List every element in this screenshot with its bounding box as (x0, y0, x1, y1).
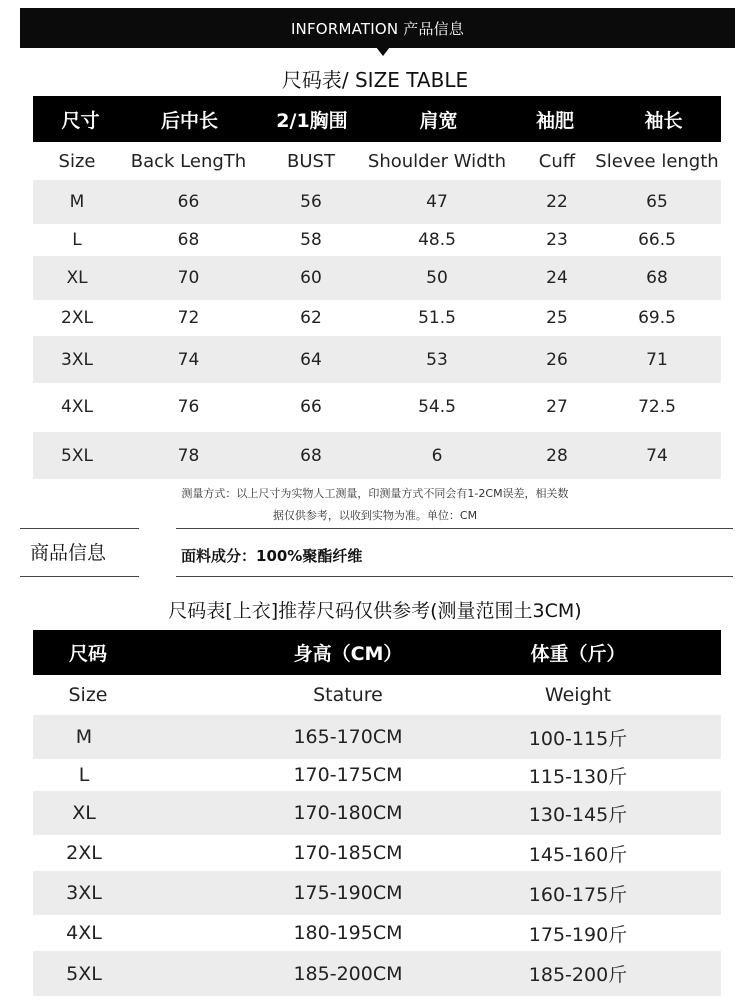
recommend-table-title: 尺码表[上衣]推荐尺码仅供参考(测量范围土3CM) (168, 600, 582, 622)
cell-size: 5XL (61, 445, 93, 466)
cell-weight: 100-115斤 (528, 727, 628, 750)
divider-left-top (20, 528, 139, 529)
table-row (33, 256, 721, 300)
table-row (33, 432, 721, 479)
measurement-note-line2: 据仅供参考，以收到实物为准。单位：CM (272, 509, 478, 522)
cell-bust: 58 (300, 230, 322, 250)
cell-cuff: 25 (546, 308, 568, 328)
cell-weight: 145-160斤 (528, 843, 628, 866)
cell-cuff: 28 (546, 445, 568, 466)
measurement-note (0, 483, 750, 527)
cell-shoulder: 54.5 (418, 396, 456, 417)
cell-shoulder: 47 (426, 192, 448, 212)
cell-bust: 56 (300, 192, 322, 212)
header-size-en: Size (58, 150, 96, 172)
cell-back-length: 78 (177, 445, 200, 466)
info-banner (20, 8, 735, 48)
fabric-composition: 面料成分：100%聚酯纤维 (181, 547, 363, 565)
cell-back-length: 74 (177, 349, 200, 370)
cell-bust: 64 (300, 349, 322, 370)
cell-sleeve: 69.5 (638, 308, 676, 328)
size-table-header-cn (33, 96, 721, 142)
cell-back-length: 70 (177, 268, 200, 288)
size-table-title: 尺码表/ SIZE TABLE (281, 68, 469, 92)
cell-size: XL (66, 268, 88, 288)
recommend-header-en (33, 675, 721, 715)
cell-size: 2XL (66, 842, 102, 864)
cell-size: 3XL (61, 349, 93, 370)
size-table (33, 96, 721, 479)
header-stature-en: Stature (313, 684, 383, 706)
table-row (33, 871, 721, 915)
cell-cuff: 22 (546, 192, 568, 212)
table-row (33, 759, 721, 791)
cell-cuff: 26 (546, 349, 568, 370)
cell-bust: 60 (300, 268, 322, 288)
cell-stature: 170-185CM (293, 842, 403, 864)
cell-sleeve: 65 (646, 192, 668, 212)
header-sleeve-en: Slevee length (595, 150, 719, 172)
header-back-length-en: Back LengTh (130, 150, 247, 172)
table-row (33, 791, 721, 835)
header-weight-cn: 体重（斤） (530, 643, 626, 665)
table-row (33, 336, 721, 383)
cell-stature: 165-170CM (293, 726, 403, 748)
cell-shoulder: 53 (426, 349, 448, 370)
cell-sleeve: 71 (646, 349, 668, 370)
table-row (33, 951, 721, 996)
cell-size: L (72, 230, 82, 250)
cell-size: L (78, 764, 90, 786)
cell-size: M (75, 726, 93, 748)
cell-shoulder: 6 (431, 445, 443, 466)
cell-size: 4XL (66, 922, 102, 944)
cell-stature: 170-180CM (293, 802, 403, 824)
size-table-header-en (33, 142, 721, 180)
cell-size: 2XL (61, 308, 93, 328)
cell-back-length: 76 (177, 396, 200, 417)
header-bust-cn: 2/1胸围 (276, 109, 348, 132)
header-cuff-cn: 袖肥 (535, 109, 574, 132)
cell-bust: 62 (300, 308, 322, 328)
cell-cuff: 23 (546, 230, 568, 250)
header-shoulder-en: Shoulder Width (367, 150, 507, 172)
cell-sleeve: 68 (646, 268, 668, 288)
cell-sleeve: 72.5 (638, 396, 676, 417)
header-back-length-cn: 后中长 (160, 109, 218, 132)
header-size-cn: 尺寸 (61, 109, 100, 132)
cell-shoulder: 48.5 (418, 230, 456, 250)
divider-left-bottom (20, 576, 139, 577)
header-weight-en: Weight (544, 684, 612, 706)
header-size-cn: 尺码 (68, 643, 107, 665)
header-size-en: Size (68, 684, 108, 706)
table-row (33, 915, 721, 951)
header-shoulder-cn: 肩宽 (419, 109, 458, 132)
header-stature-cn: 身高（CM） (293, 643, 403, 665)
measurement-note-line1: 测量方式：以上尺寸为实物人工测量，印测量方式不同会有1-2CM误差，相关数 (181, 487, 569, 500)
cell-weight: 115-130斤 (528, 765, 628, 788)
header-sleeve-cn: 袖长 (644, 109, 683, 132)
cell-size: 3XL (66, 882, 102, 904)
cell-stature: 170-175CM (293, 764, 403, 786)
table-row (33, 224, 721, 256)
cell-weight: 185-200斤 (528, 964, 628, 986)
divider-right-top (176, 528, 733, 529)
cell-back-length: 68 (177, 230, 200, 250)
cell-bust: 66 (300, 396, 322, 417)
table-row (33, 180, 721, 224)
header-bust-en: BUST (287, 150, 335, 172)
cell-size: 5XL (66, 962, 102, 985)
cell-back-length: 66 (177, 192, 200, 212)
cell-size: 4XL (61, 396, 93, 417)
cell-sleeve: 66.5 (638, 230, 676, 250)
cell-size: M (69, 192, 85, 212)
cell-sleeve: 74 (646, 445, 668, 466)
cell-size: XL (72, 802, 96, 824)
cell-shoulder: 50 (426, 268, 448, 288)
cell-bust: 68 (300, 445, 322, 466)
cell-back-length: 72 (177, 308, 200, 328)
product-info-label: 商品信息 (30, 542, 107, 564)
divider-right-bottom (176, 576, 733, 577)
cell-stature: 180-195CM (293, 922, 403, 944)
cell-weight: 175-190斤 (528, 923, 628, 946)
cell-weight: 160-175斤 (528, 883, 628, 906)
table-row (33, 300, 721, 336)
banner-text: INFORMATION 产品信息 (290, 19, 465, 38)
cell-cuff: 24 (546, 268, 568, 288)
cell-stature: 175-190CM (293, 882, 403, 904)
table-row (33, 835, 721, 871)
table-row (33, 715, 721, 759)
cell-weight: 130-145斤 (528, 803, 628, 826)
cell-cuff: 27 (546, 396, 568, 417)
cell-stature: 185-200CM (293, 962, 403, 985)
header-cuff-en: Cuff (538, 150, 576, 172)
recommend-table (33, 630, 721, 996)
table-row (33, 383, 721, 430)
cell-shoulder: 51.5 (418, 308, 456, 328)
banner-notch (376, 47, 390, 56)
recommend-header-cn (33, 630, 721, 675)
